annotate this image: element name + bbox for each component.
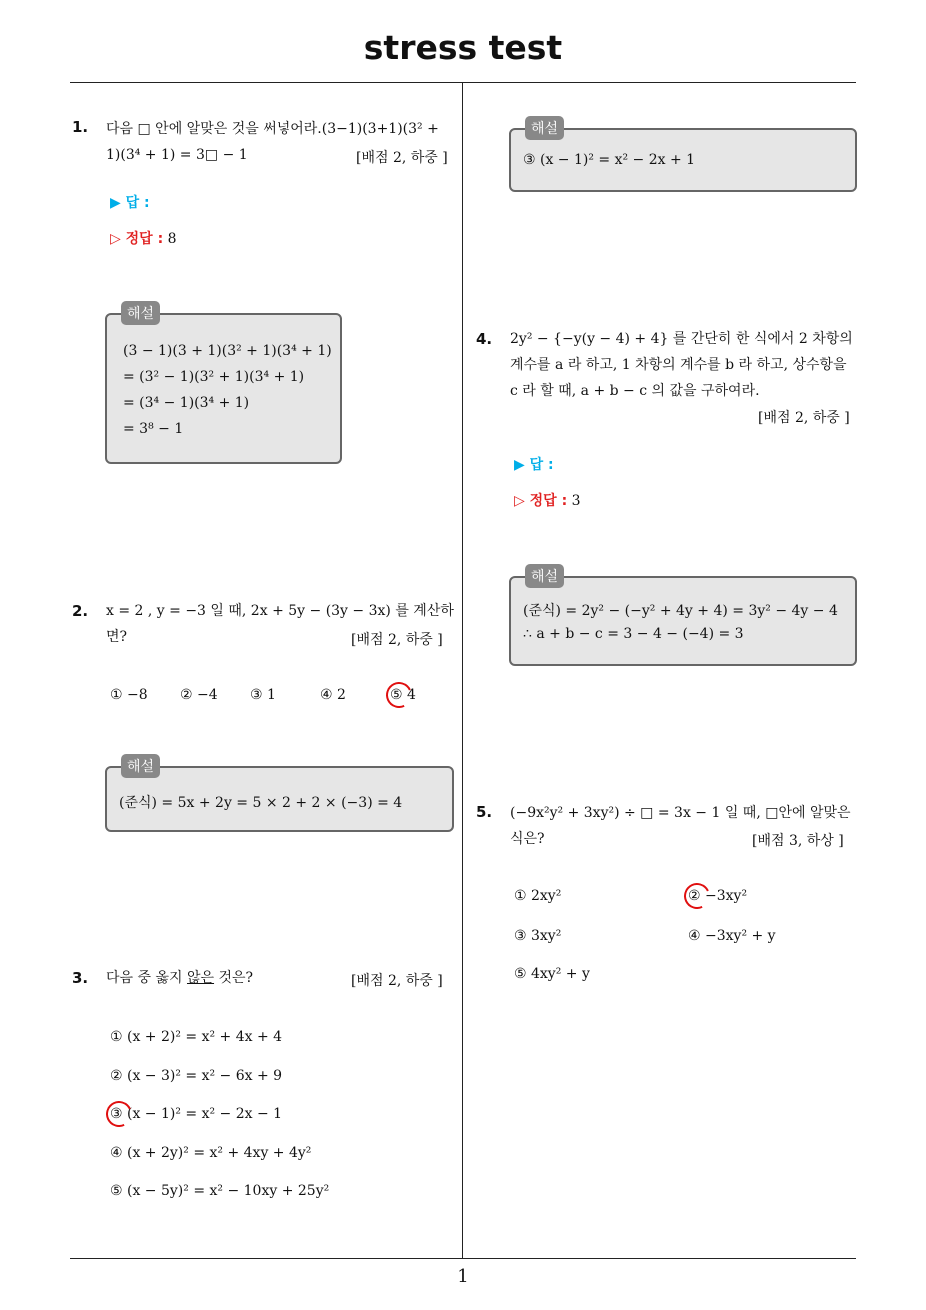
q1-correct-label: ▷ 정답 : [110,231,164,247]
q4-solution-tag: 해설 [525,564,564,588]
q3-solution-line: ③ (x − 1)² = x² − 2x + 1 [523,152,696,168]
q3-answer-mark-icon [102,1097,135,1130]
q1-solution-box [105,306,342,464]
bottom-rule [70,1258,856,1259]
q5-answer-mark-icon [680,879,713,912]
q5-option-1[interactable]: ① 2xy² [514,888,562,904]
q2-option-3[interactable]: ③ 1 [250,687,276,703]
q1-solution-line: = (3⁴ − 1)(3⁴ + 1) [123,395,250,411]
q2-option-2[interactable]: ② −4 [180,687,218,703]
q2-text-line2: 면? [106,629,128,645]
q4-text-line3: c 라 할 때, a + b − c 의 값을 구하여라. [510,383,760,399]
page-title: stress test [363,28,563,67]
q1-correct-value: 8 [167,231,177,247]
q1-text-line2: 1)(3⁴ + 1) = 3□ − 1 [106,147,248,163]
q1-answer-row [110,192,150,212]
q4-number: 4. [476,330,493,348]
q2-option-4[interactable]: ④ 2 [320,687,346,703]
q4-correct-value: 3 [571,493,581,509]
q4-answer-label: ▶ 답 : [514,457,554,473]
q4-correct-label: ▷ 정답 : [514,493,568,509]
top-rule [70,82,856,83]
q4-text-line2: 계수를 a 라 하고, 1 차항의 계수를 b 라 하고, 상수항을 [510,357,847,373]
q3-text-a: 다음 중 옳지 [106,970,187,986]
q1-solution-tag: 해설 [121,301,160,325]
q1-solution-line: = 3⁸ − 1 [123,421,184,437]
q1-solution-line: = (3² − 1)(3² + 1)(3⁴ + 1) [123,369,305,385]
q4-meta: [배점 2, 하중 ] [758,410,850,426]
q5-text-line2: 식은? [510,831,545,847]
q4-answer-row [514,454,554,474]
q1-correct-row [110,228,177,248]
q2-number: 2. [72,602,89,620]
q5-number: 5. [476,803,493,821]
q3-option-3[interactable]: ③ (x − 1)² = x² − 2x − 1 [110,1106,283,1122]
q1-answer-label: ▶ 답 : [110,195,150,211]
q4-solution-line: (준식) = 2y² − (−y² + 4y + 4) = 3y² − 4y − 4 [523,603,838,619]
q3-solution-box [509,121,857,192]
q3-text [106,965,253,991]
q2-answer-mark-icon [382,678,415,711]
q3-text-underlined: 않은 [186,970,215,986]
column-divider [462,83,463,1258]
q5-option-2[interactable]: ② −3xy² [688,888,748,904]
q2-meta: [배점 2, 하중 ] [351,632,443,648]
q3-meta: [배점 2, 하중 ] [351,973,443,989]
q2-text-line1: x = 2 , y = −3 일 때, 2x + 5y − (3y − 3x) 를 계산하 [106,603,454,619]
q1-number: 1. [72,118,89,136]
q2-solution-tag: 해설 [121,754,160,778]
q5-option-5[interactable]: ⑤ 4xy² + y [514,966,590,982]
q5-text-line1: (−9x²y² + 3xy²) ÷ □ = 3x − 1 일 때, □안에 알맞은 [510,805,851,821]
q5-option-4[interactable]: ④ −3xy² + y [688,928,776,944]
q1-text-line1: 다음 □ 안에 알맞은 것을 써넣어라.(3−1)(3+1)(3² + [106,121,439,137]
q3-solution-tag: 해설 [525,116,564,140]
page-number: 1 [457,1266,469,1287]
q4-solution-line: ∴ a + b − c = 3 − 4 − (−4) = 3 [523,626,744,642]
q3-option-4[interactable]: ④ (x + 2y)² = x² + 4xy + 4y² [110,1145,312,1161]
q1-solution-line: (3 − 1)(3 + 1)(3² + 1)(3⁴ + 1) [123,343,332,359]
q5-option-3[interactable]: ③ 3xy² [514,928,562,944]
q3-option-1[interactable]: ① (x + 2)² = x² + 4x + 4 [110,1029,283,1045]
q3-text-b: 것은? [214,970,254,986]
q3-number: 3. [72,969,89,987]
q5-meta: [배점 3, 하상 ] [752,833,844,849]
q3-option-5[interactable]: ⑤ (x − 5y)² = x² − 10xy + 25y² [110,1183,330,1199]
q4-solution-box [509,569,857,666]
q1-meta: [배점 2, 하중 ] [356,150,448,166]
q3-option-2[interactable]: ② (x − 3)² = x² − 6x + 9 [110,1068,283,1084]
q4-text-line1: 2y² − {−y(y − 4) + 4} 를 간단히 한 식에서 2 차항의 [510,331,853,347]
q4-correct-row [514,490,581,510]
q2-solution-box [105,759,454,832]
q2-solution-line: (준식) = 5x + 2y = 5 × 2 + 2 × (−3) = 4 [119,795,403,811]
q2-option-5[interactable]: ⑤ 4 [390,687,416,703]
q2-option-1[interactable]: ① −8 [110,687,148,703]
